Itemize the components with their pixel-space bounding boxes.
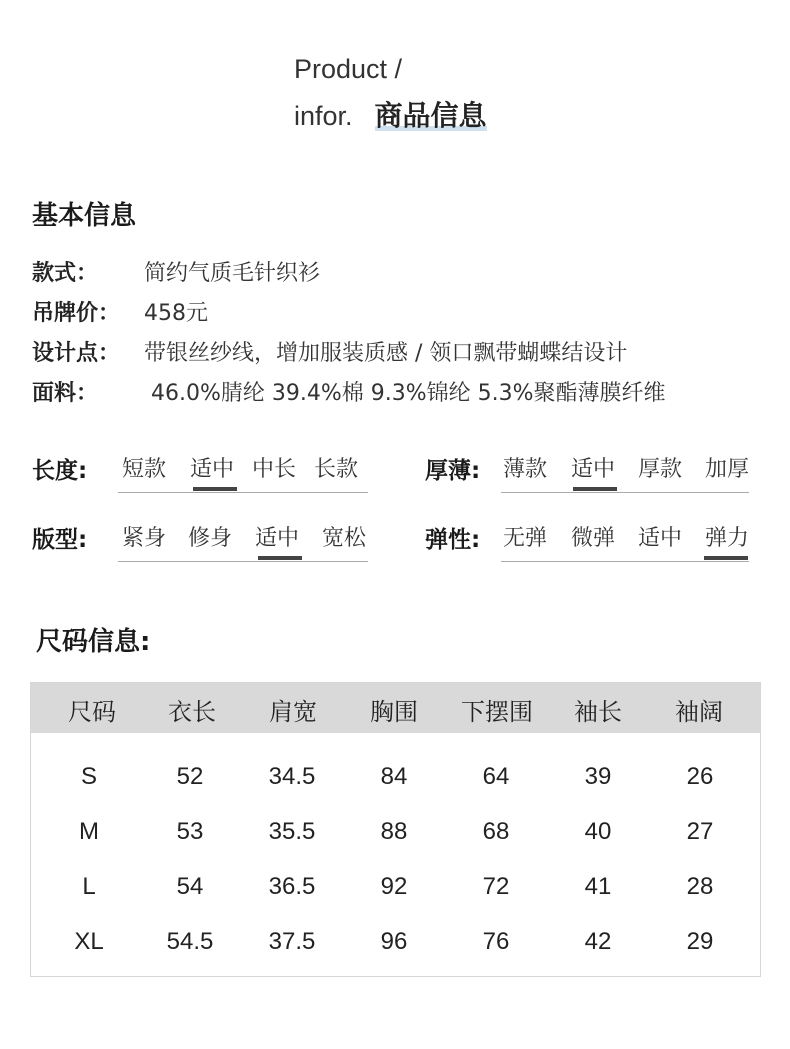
table-cell: 54.5 [166,928,214,955]
header-line2-en: infor. [294,101,353,131]
attr-option: 适中 [571,457,616,482]
attr-options [501,452,749,493]
table-cell: 53 [176,818,204,845]
info-row-fabric [32,376,666,407]
table-cell: 96 [380,928,408,955]
table-cell: 35.5 [268,818,316,845]
attr-option: 微弹 [571,526,616,551]
attr-option: 适中 [638,526,683,551]
attr-options [501,521,749,562]
table-cell: S [80,763,97,790]
table-cell: 29 [686,928,714,955]
table-cell: 92 [380,873,408,900]
table-cell: 41 [584,873,612,900]
table-cell: 34.5 [268,763,316,790]
info-value: 458元 [144,301,208,326]
info-key: 吊牌价： [32,301,121,326]
attr-fit [32,521,372,561]
attr-option: 无弹 [503,526,548,551]
table-cell: 72 [482,873,510,900]
attr-label: 厚薄: [425,458,481,484]
attr-option: 薄款 [503,457,548,482]
info-row-design [32,336,627,367]
header-cell: 胸围 [370,698,418,726]
header-cell: 袖阔 [675,698,723,726]
table-cell: 68 [482,818,510,845]
table-cell: 40 [584,818,612,845]
attr-option: 加厚 [705,457,750,482]
attr-label: 长度: [32,458,88,484]
info-value: 46.0%腈纶 39.4%棉 9.3%锦纶 5.3%聚酯薄膜纤维 [144,381,666,406]
table-cell: 76 [482,928,510,955]
selected-indicator [193,487,237,491]
attr-elasticity [425,521,765,561]
info-row-price [32,296,208,327]
attr-label: 弹性: [425,527,481,553]
table-cell: 52 [176,763,204,790]
table-cell: 64 [482,763,510,790]
table-cell: XL [74,928,104,955]
table-cell: 27 [686,818,714,845]
attr-thickness [425,452,765,492]
header-cell: 尺码 [68,698,116,726]
attr-length [32,452,372,492]
info-value: 带银丝纱线，增加服装质感 / 领口飘带蝴蝶结设计 [144,341,628,366]
attr-option: 修身 [188,526,233,551]
header-cell: 衣长 [168,698,216,726]
selected-indicator [704,556,748,560]
table-cell: 88 [380,818,408,845]
attr-option: 适中 [190,457,235,482]
size-info-title: 尺码信息: [36,627,151,657]
info-value: 简约气质毛针织衫 [144,261,321,286]
attr-options [118,452,368,493]
attr-option: 紧身 [122,526,167,551]
page-header [294,46,487,140]
table-cell: 36.5 [268,873,316,900]
attr-option: 短款 [122,457,167,482]
table-cell: 42 [584,928,612,955]
selected-indicator [258,556,302,560]
info-key: 设计点： [32,341,121,366]
selected-indicator [573,487,617,491]
attr-options [118,521,368,562]
info-key: 款式： [32,261,99,286]
header-title-cn-text: 商品信息 [374,99,487,132]
attr-option: 宽松 [322,526,367,551]
attr-label: 版型: [32,527,88,553]
table-cell: 39 [584,763,612,790]
table-cell: L [82,873,96,900]
basic-info-title: 基本信息 [32,201,137,231]
header-cell: 肩宽 [269,698,317,726]
table-cell: 26 [686,763,714,790]
table-cell: 54 [176,873,204,900]
table-cell: 84 [380,763,408,790]
attr-option: 长款 [314,457,359,482]
info-key: 面料： [32,381,99,406]
attr-option: 中长 [252,457,297,482]
header-cell: 袖长 [574,698,622,726]
attr-option: 弹力 [705,526,750,551]
table-cell: 28 [686,873,714,900]
table-cell: M [79,818,99,845]
header-title-cn [375,99,487,132]
table-cell: 37.5 [268,928,316,955]
attr-option: 适中 [255,526,300,551]
header-cell: 下摆围 [461,698,533,726]
size-table [30,682,761,977]
info-row-style [32,256,320,287]
attr-option: 厚款 [638,457,683,482]
header-line1: Product / [294,54,403,84]
size-table-header [31,683,760,733]
